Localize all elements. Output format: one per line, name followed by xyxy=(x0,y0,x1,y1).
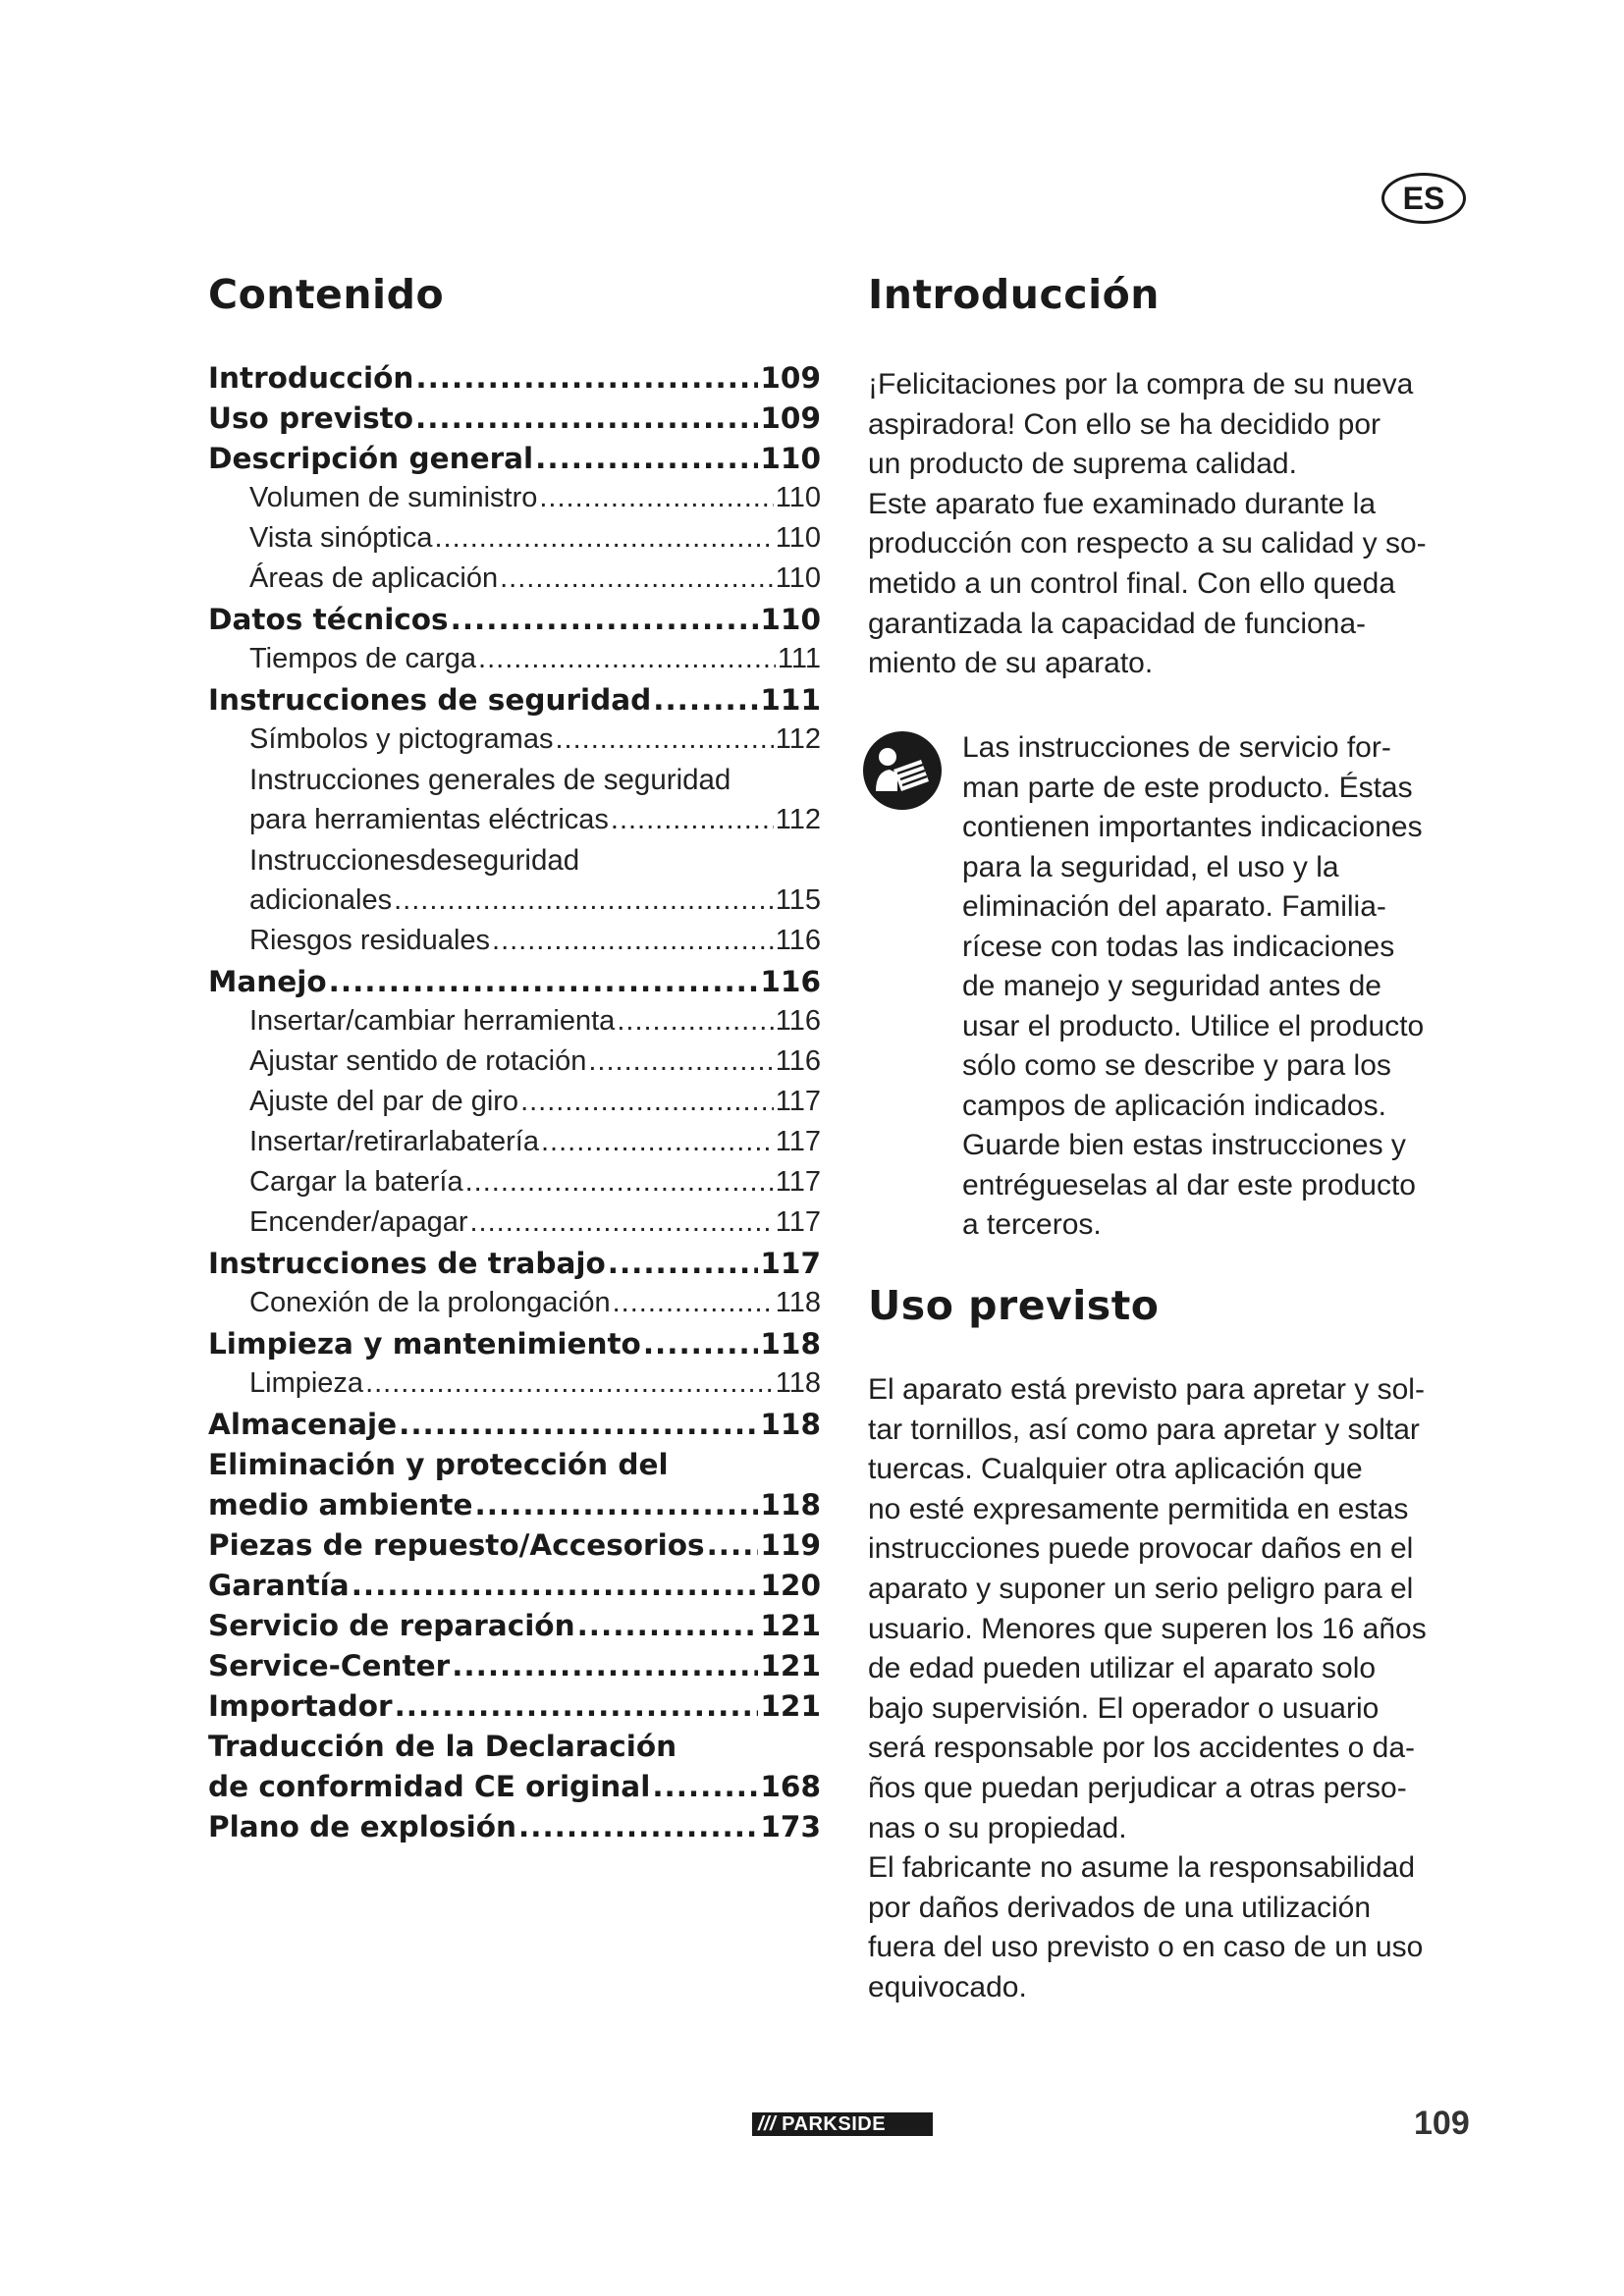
toc-page-number: 117 xyxy=(775,1126,821,1157)
toc-page-number: 121 xyxy=(760,1689,821,1723)
toc-leader-dots xyxy=(588,1045,773,1078)
page-number: 109 xyxy=(1414,2105,1470,2142)
toc-subentry xyxy=(208,1005,821,1045)
toc-entry-label: para herramientas eléctricas xyxy=(249,804,609,835)
toc-entry-label: Símbolos y pictogramas xyxy=(249,723,554,755)
toc-entry xyxy=(208,1408,821,1448)
intro-paragraph xyxy=(868,365,1427,684)
toc-leader-dots xyxy=(577,1609,759,1642)
toc-leader-dots xyxy=(617,1005,773,1038)
toc-page-number: 118 xyxy=(760,1408,821,1441)
toc-entry-label: Garantía xyxy=(208,1569,350,1602)
intro-title: Introducción xyxy=(868,271,1160,318)
toc-subentry xyxy=(208,884,821,925)
toc-leader-dots xyxy=(452,1649,758,1682)
toc-entry-label: Traducción de la Declaración xyxy=(208,1730,677,1763)
read-manual-icon xyxy=(862,730,943,811)
toc-page-number: 110 xyxy=(760,442,821,475)
toc-page-number: 117 xyxy=(775,1166,821,1198)
toc-page-number: 117 xyxy=(760,1247,821,1280)
uso-line: bajo supervisión. El operador o usuario xyxy=(868,1691,1380,1725)
toc-page-number: 112 xyxy=(775,723,821,755)
notice-line: man parte de este producto. Éstas xyxy=(962,771,1413,804)
toc-page-number: 116 xyxy=(760,965,821,998)
uso-line: El fabricante no asume la responsabilidad xyxy=(868,1851,1416,1885)
toc-entry-label: Instrucciones generales de seguridad xyxy=(249,764,731,796)
toc-leader-dots xyxy=(478,643,776,675)
toc-entry xyxy=(208,1609,821,1649)
toc-entry-label: Ajuste del par de giro xyxy=(249,1086,519,1117)
toc-entry-label: medio ambiente xyxy=(208,1488,473,1522)
toc-entry-label: Cargar la batería xyxy=(249,1166,463,1198)
toc-entry xyxy=(208,1689,821,1730)
toc-leader-dots xyxy=(394,884,774,917)
toc-entry-label: Riesgos residuales xyxy=(249,925,491,956)
notice-line: rícese con todas las indicaciones xyxy=(962,930,1395,963)
uso-line: ños que puedan perjudicar a otras perso- xyxy=(868,1771,1407,1804)
toc-leader-dots xyxy=(613,1287,774,1319)
toc-entry-label: Insertar/retirarlabatería xyxy=(249,1126,539,1157)
toc-leader-dots xyxy=(470,1206,774,1239)
toc-page-number: 117 xyxy=(775,1206,821,1238)
toc-leader-dots xyxy=(492,925,774,957)
toc-page-number: 118 xyxy=(775,1367,821,1399)
toc-page-number: 116 xyxy=(775,925,821,956)
uso-line: por daños derivados de una utilización xyxy=(868,1891,1372,1924)
notice-line: contienen importantes indicaciones xyxy=(962,811,1423,843)
toc-leader-dots xyxy=(352,1569,759,1602)
toc-entry xyxy=(208,1569,821,1609)
toc-page-number: 119 xyxy=(760,1528,821,1562)
brand-name: PARKSIDE xyxy=(782,2112,887,2135)
toc-subentry xyxy=(208,1045,821,1086)
toc-subentry xyxy=(208,1367,821,1408)
toc-leader-dots xyxy=(518,1810,758,1843)
toc-entry-label: Volumen de suministro xyxy=(249,482,538,513)
toc-entry xyxy=(208,1810,821,1850)
toc-leader-dots xyxy=(539,482,773,514)
table-of-contents xyxy=(208,361,821,1850)
toc-leader-dots xyxy=(535,442,758,475)
toc-page-number: 110 xyxy=(775,482,821,513)
toc-page-number: 112 xyxy=(775,804,821,835)
toc-entry-label: Áreas de aplicación xyxy=(249,562,499,594)
language-badge: ES xyxy=(1381,173,1466,224)
toc-subentry xyxy=(208,764,821,804)
uso-line: El aparato está previsto para apretar y sol- xyxy=(868,1373,1425,1406)
toc-page-number: 120 xyxy=(760,1569,821,1602)
toc-leader-dots xyxy=(434,522,773,555)
toc-entry xyxy=(208,361,821,401)
toc-entry-label: Vista sinóptica xyxy=(249,522,433,554)
toc-page-number: 111 xyxy=(760,683,821,717)
toc-entry-label: Uso previsto xyxy=(208,401,413,435)
toc-entry-label: Plano de explosión xyxy=(208,1810,517,1843)
intro-line: aspiradora! Con ello se ha decidido por xyxy=(868,407,1380,441)
toc-page-number: 117 xyxy=(775,1086,821,1117)
toc-leader-dots xyxy=(555,723,773,756)
toc-leader-dots xyxy=(399,1408,758,1441)
toc-page-number: 110 xyxy=(760,603,821,636)
toc-entry-label: Introducción xyxy=(208,361,414,395)
toc-subentry xyxy=(208,1086,821,1126)
toc-leader-dots xyxy=(465,1166,774,1199)
toc-entry-label: adicionales xyxy=(249,884,393,916)
uso-line: tuercas. Cualquier otra aplicación que xyxy=(868,1453,1363,1486)
toc-subentry xyxy=(208,804,821,844)
toc-leader-dots xyxy=(608,1247,759,1280)
toc-leader-dots xyxy=(707,1528,759,1562)
toc-entry xyxy=(208,1327,821,1367)
intro-line: miento de su aparato. xyxy=(868,647,1154,680)
toc-leader-dots xyxy=(415,361,758,395)
toc-page-number: 118 xyxy=(760,1327,821,1361)
toc-entry-label: Instrucciones de trabajo xyxy=(208,1247,606,1280)
toc-entry-label: Limpieza xyxy=(249,1367,364,1399)
toc-entry xyxy=(208,603,821,643)
toc-leader-dots xyxy=(395,1689,759,1723)
toc-entry xyxy=(208,1488,821,1528)
intro-line: un producto de suprema calidad. xyxy=(868,448,1297,481)
toc-entry-label: Conexión de la prolongación xyxy=(249,1287,611,1318)
toc-entry xyxy=(208,965,821,1005)
toc-entry-label: Datos técnicos xyxy=(208,603,449,636)
notice-paragraph xyxy=(962,728,1424,1246)
toc-page-number: 168 xyxy=(760,1770,821,1803)
intro-line: metido a un control final. Con ello queda xyxy=(868,566,1396,600)
toc-entry-label: Piezas de repuesto/Accesorios xyxy=(208,1528,705,1562)
toc-page-number: 121 xyxy=(760,1649,821,1682)
toc-entry-label: Limpieza y mantenimiento xyxy=(208,1327,641,1361)
toc-leader-dots xyxy=(365,1367,774,1400)
toc-subentry xyxy=(208,925,821,965)
notice-line: de manejo y seguridad antes de xyxy=(962,970,1381,1002)
uso-line: usuario. Menores que superen los 16 años xyxy=(868,1612,1427,1645)
toc-leader-dots xyxy=(643,1327,759,1361)
intro-line: garantizada la capacidad de funciona- xyxy=(868,607,1367,640)
toc-entry-label: Insertar/cambiar herramienta xyxy=(249,1005,616,1037)
toc-page-number: 173 xyxy=(760,1810,821,1843)
toc-page-number: 116 xyxy=(775,1045,821,1077)
toc-entry-label: de conformidad CE original xyxy=(208,1770,651,1803)
toc-entry-label: Service-Center xyxy=(208,1649,451,1682)
toc-entry-label: Encender/apagar xyxy=(249,1206,468,1238)
toc-page-number: 110 xyxy=(775,562,821,594)
uso-line: tar tornillos, así como para apretar y soltar xyxy=(868,1413,1420,1446)
toc-page-number: 110 xyxy=(775,522,821,554)
toc-subentry xyxy=(208,1166,821,1206)
toc-leader-dots xyxy=(451,603,759,636)
toc-page-number: 118 xyxy=(760,1488,821,1522)
toc-subentry xyxy=(208,482,821,522)
notice-line: a terceros. xyxy=(962,1208,1102,1241)
toc-leader-dots xyxy=(475,1488,759,1522)
toc-subentry xyxy=(208,1287,821,1327)
uso-line: equivocado. xyxy=(868,1970,1027,2003)
uso-previsto-title: Uso previsto xyxy=(868,1282,1160,1329)
uso-line: aparato y suponer un serio peligro para el xyxy=(868,1572,1414,1605)
notice-line: Las instrucciones de servicio for- xyxy=(962,731,1391,764)
toc-entry-label: Manejo xyxy=(208,965,327,998)
toc-subentry xyxy=(208,562,821,603)
toc-entry xyxy=(208,1770,821,1810)
intro-line: Este aparato fue examinado durante la xyxy=(868,487,1377,520)
toc-leader-dots xyxy=(415,401,758,435)
notice-line: eliminación del aparato. Familia- xyxy=(962,890,1386,923)
notice-line: Guarde bien estas instrucciones y xyxy=(962,1129,1406,1161)
toc-subentry xyxy=(208,522,821,562)
toc-page-number: 116 xyxy=(775,1005,821,1037)
toc-entry xyxy=(208,1247,821,1287)
toc-entry xyxy=(208,1448,821,1488)
uso-line: fuera del uso previsto o en caso de un uso xyxy=(868,1931,1424,1964)
toc-leader-dots xyxy=(541,1126,774,1158)
uso-line: instrucciones puede provocar daños en el xyxy=(868,1532,1414,1566)
toc-entry-label: Importador xyxy=(208,1689,393,1723)
uso-line: no esté expresamente permitida en estas xyxy=(868,1492,1409,1525)
toc-entry-label: Descripción general xyxy=(208,442,534,475)
uso-line: nas o su propiedad. xyxy=(868,1811,1127,1844)
toc-entry-label: Almacenaje xyxy=(208,1408,398,1441)
toc-page-number: 118 xyxy=(775,1287,821,1318)
toc-leader-dots xyxy=(653,683,758,717)
toc-entry-label: Ajustar sentido de rotación xyxy=(249,1045,587,1077)
toc-entry xyxy=(208,401,821,442)
toc-entry-label: Eliminación y protección del xyxy=(208,1448,669,1481)
notice-line: usar el producto. Utilice el producto xyxy=(962,1009,1425,1042)
toc-subentry xyxy=(208,1126,821,1166)
toc-entry xyxy=(208,442,821,482)
parkside-logo: /// PARKSIDE xyxy=(752,2112,933,2136)
toc-leader-dots xyxy=(652,1770,758,1803)
intro-line: producción con respecto a su calidad y so- xyxy=(868,527,1427,561)
toc-page-number: 109 xyxy=(760,401,821,435)
notice-line: para la seguridad, el uso y la xyxy=(962,850,1339,883)
toc-entry-label: Servicio de reparación xyxy=(208,1609,575,1642)
intro-line: ¡Felicitaciones por la compra de su nueva xyxy=(868,368,1414,400)
toc-entry-label: Instrucciones de seguridad xyxy=(208,683,652,717)
toc-title: Contenido xyxy=(208,271,445,318)
toc-entry xyxy=(208,1730,821,1770)
toc-subentry xyxy=(208,643,821,683)
toc-entry xyxy=(208,1528,821,1569)
toc-leader-dots xyxy=(611,804,774,836)
toc-page-number: 121 xyxy=(760,1609,821,1642)
uso-line: será responsable por los accidentes o da- xyxy=(868,1732,1415,1765)
toc-leader-dots xyxy=(500,562,774,595)
notice-line: entrégueselas al dar este producto xyxy=(962,1168,1416,1201)
toc-entry-label: Tiempos de carga xyxy=(249,643,477,674)
toc-entry xyxy=(208,683,821,723)
toc-leader-dots xyxy=(329,965,759,998)
toc-page-number: 115 xyxy=(775,884,821,916)
toc-entry xyxy=(208,1649,821,1689)
notice-line: sólo como se describe y para los xyxy=(962,1049,1391,1082)
notice-line: campos de aplicación indicados. xyxy=(962,1089,1386,1122)
uso-line: de edad pueden utilizar el aparato solo xyxy=(868,1652,1377,1685)
toc-page-number: 111 xyxy=(777,643,821,674)
toc-subentry xyxy=(208,1206,821,1247)
toc-page-number: 109 xyxy=(760,361,821,395)
toc-subentry xyxy=(208,723,821,764)
toc-subentry xyxy=(208,844,821,884)
toc-leader-dots xyxy=(520,1086,774,1118)
uso-previsto-paragraph xyxy=(868,1370,1427,2008)
toc-entry-label: Instruccionesdeseguridad xyxy=(249,844,580,877)
